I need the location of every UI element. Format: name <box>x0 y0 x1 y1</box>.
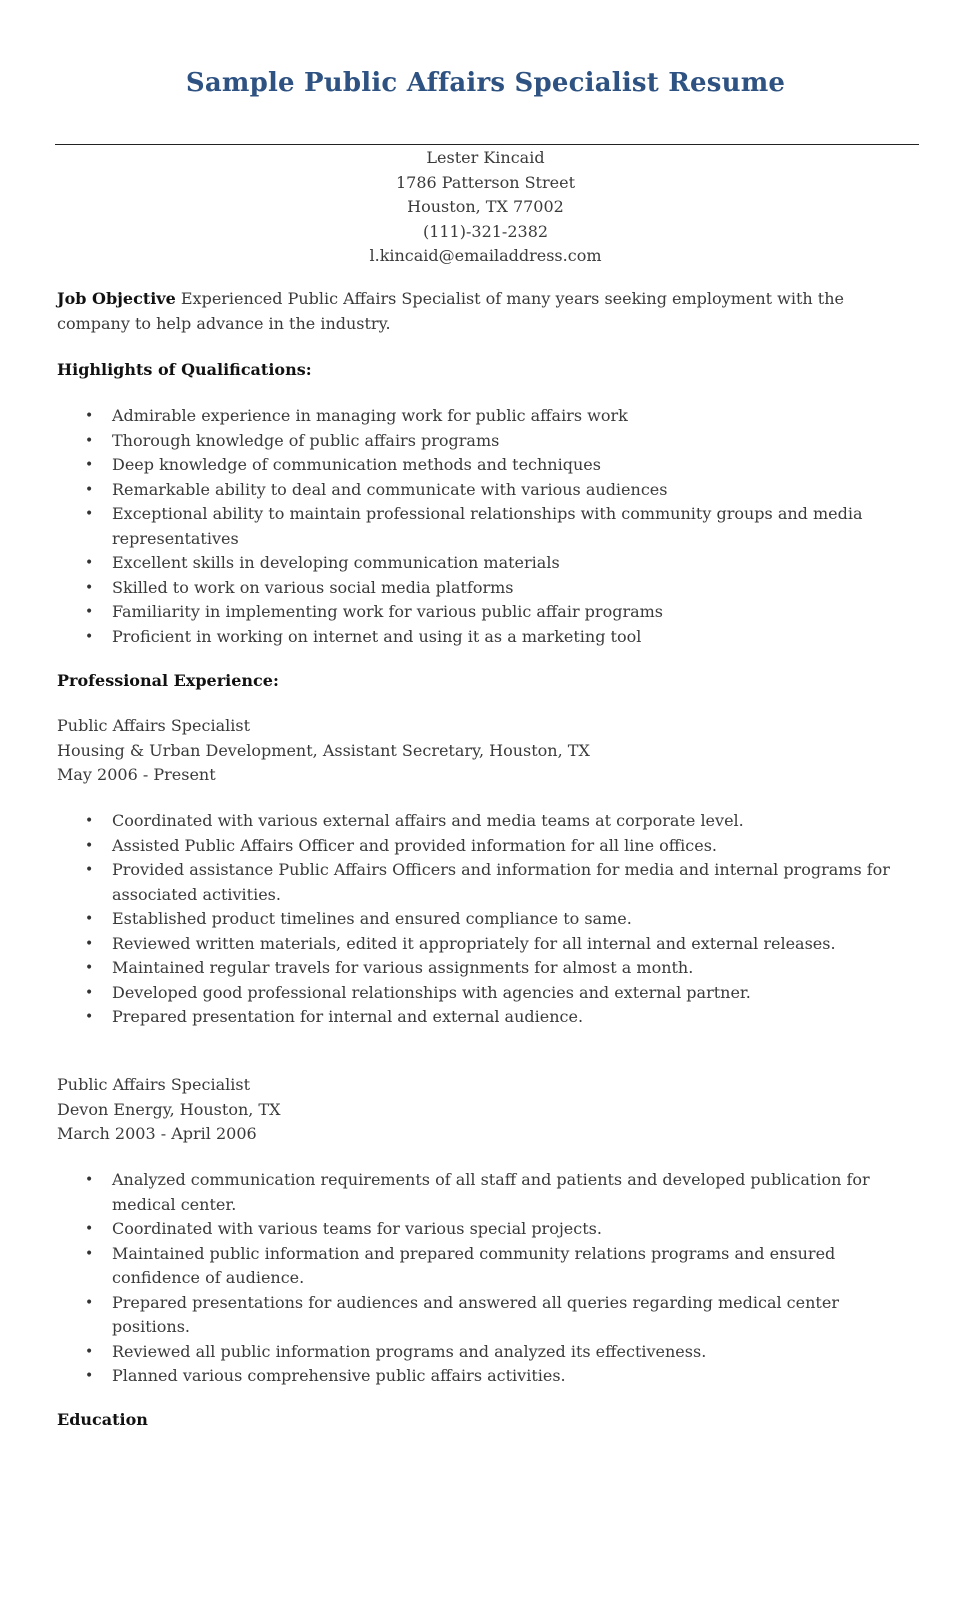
objective-text: Experienced Public Affairs Specialist of many years seeking employment with the company to help advance in the industry. <box>57 289 844 333</box>
bullet-icon: • <box>85 506 94 522</box>
duties-list <box>55 809 917 1030</box>
list-item: • Coordinated with various external affairs and media teams at corporate level. <box>55 809 917 834</box>
bullet-icon: • <box>85 960 94 976</box>
list-item: • Remarkable ability to deal and communicate with various audiences <box>55 478 917 503</box>
bullet-icon: • <box>85 1009 94 1025</box>
objective-label: Job Objective <box>57 289 176 308</box>
job-1-duties <box>55 809 917 1030</box>
bullet-icon: • <box>85 1343 94 1360</box>
job-1-header <box>57 714 919 788</box>
bullet-icon: • <box>85 1172 94 1188</box>
list-item: • Prepared presentation for internal and external audience. <box>55 1005 917 1030</box>
bullet-icon: • <box>85 408 94 424</box>
bullet-icon: • <box>85 984 94 1001</box>
bullet-icon: • <box>85 935 94 952</box>
list-item: • Thorough knowledge of public affairs programs <box>55 429 917 454</box>
contact-phone: (111)-321-2382 <box>422 221 549 241</box>
job-dates: May 2006 - Present <box>57 765 216 784</box>
contact-street: 1786 Patterson Street <box>395 172 575 192</box>
list-item: • Provided assistance Public Affairs Officers and information for media and internal programs for associated activities. <box>85 860 890 904</box>
bullet-icon: • <box>85 579 94 596</box>
job-company: Housing & Urban Development, Assistant Secretary, Houston, TX <box>57 740 590 760</box>
bullet-icon: • <box>85 911 94 927</box>
bullet-icon: • <box>85 628 94 645</box>
bullet-icon: • <box>85 1245 94 1262</box>
job-title: Public Affairs Specialist <box>57 716 250 735</box>
list-item: • Exceptional ability to maintain professional relationships with community groups and media representatives <box>85 504 863 548</box>
list-item: • Developed good professional relationships with agencies and external partner. <box>55 981 917 1006</box>
list-item: • Assisted Public Affairs Officer and provided information for all line offices. <box>55 834 917 859</box>
bullet-icon: • <box>85 813 94 829</box>
highlights-section <box>55 404 917 649</box>
bullet-icon: • <box>85 1221 94 1237</box>
highlights-list <box>55 404 917 649</box>
bullet-icon: • <box>85 432 94 449</box>
duties-list <box>55 1168 917 1389</box>
list-item: • Proficient in working on internet and using it as a marketing tool <box>55 625 917 650</box>
highlights-heading: Highlights of Qualifications: <box>57 360 312 379</box>
list-item: • Analyzed communication requirements of all staff and patients and developed publication for medical center. <box>85 1170 870 1214</box>
list-item: • Maintained regular travels for various assignments for almost a month. <box>55 956 917 981</box>
job-title: Public Affairs Specialist <box>57 1075 250 1094</box>
contact-city: Houston, TX 77002 <box>407 197 564 216</box>
objective-section <box>57 287 919 336</box>
contact-name: Lester Kincaid <box>426 148 545 167</box>
job-2-duties <box>55 1168 917 1389</box>
list-item: • Reviewed written materials, edited it appropriately for all internal and external releases. <box>55 932 917 957</box>
bullet-icon: • <box>85 481 94 498</box>
list-item: • Coordinated with various teams for various special projects. <box>55 1217 917 1242</box>
title-divider <box>55 144 919 145</box>
list-item: • Skilled to work on various social media platforms <box>55 576 917 601</box>
list-item: • Deep knowledge of communication methods and techniques <box>55 453 917 478</box>
job-dates: March 2003 - April 2006 <box>57 1124 257 1143</box>
contact-email: l.kincaid@emailaddress.com <box>369 246 602 265</box>
list-item: • Admirable experience in managing work for public affairs work <box>55 404 917 429</box>
experience-heading: Professional Experience: <box>57 671 279 690</box>
page-title: Sample Public Affairs Specialist Resume <box>185 68 786 98</box>
list-item: • Reviewed all public information programs and analyzed its effectiveness. <box>55 1340 917 1365</box>
list-item: • Prepared presentations for audiences and answered all queries regarding medical center positions. <box>85 1292 839 1336</box>
bullet-icon: • <box>85 837 94 854</box>
list-item: • Established product timelines and ensured compliance to same. <box>55 907 917 932</box>
job-2-header <box>57 1073 919 1147</box>
list-item: • Excellent skills in developing communication materials <box>55 551 917 576</box>
bullet-icon: • <box>85 457 94 473</box>
education-heading: Education <box>57 1410 148 1429</box>
bullet-icon: • <box>85 862 94 878</box>
job-company: Devon Energy, Houston, TX <box>57 1099 281 1119</box>
list-item: • Planned various comprehensive public affairs activities. <box>55 1364 917 1389</box>
bullet-icon: • <box>85 1294 94 1311</box>
list-item: • Maintained public information and prepared community relations programs and ensured confidence of audience. <box>85 1243 836 1287</box>
bullet-icon: • <box>85 604 94 620</box>
contact-block <box>0 146 971 269</box>
bullet-icon: • <box>85 1368 94 1384</box>
bullet-icon: • <box>85 555 94 571</box>
list-item: • Familiarity in implementing work for various public affair programs <box>55 600 917 625</box>
